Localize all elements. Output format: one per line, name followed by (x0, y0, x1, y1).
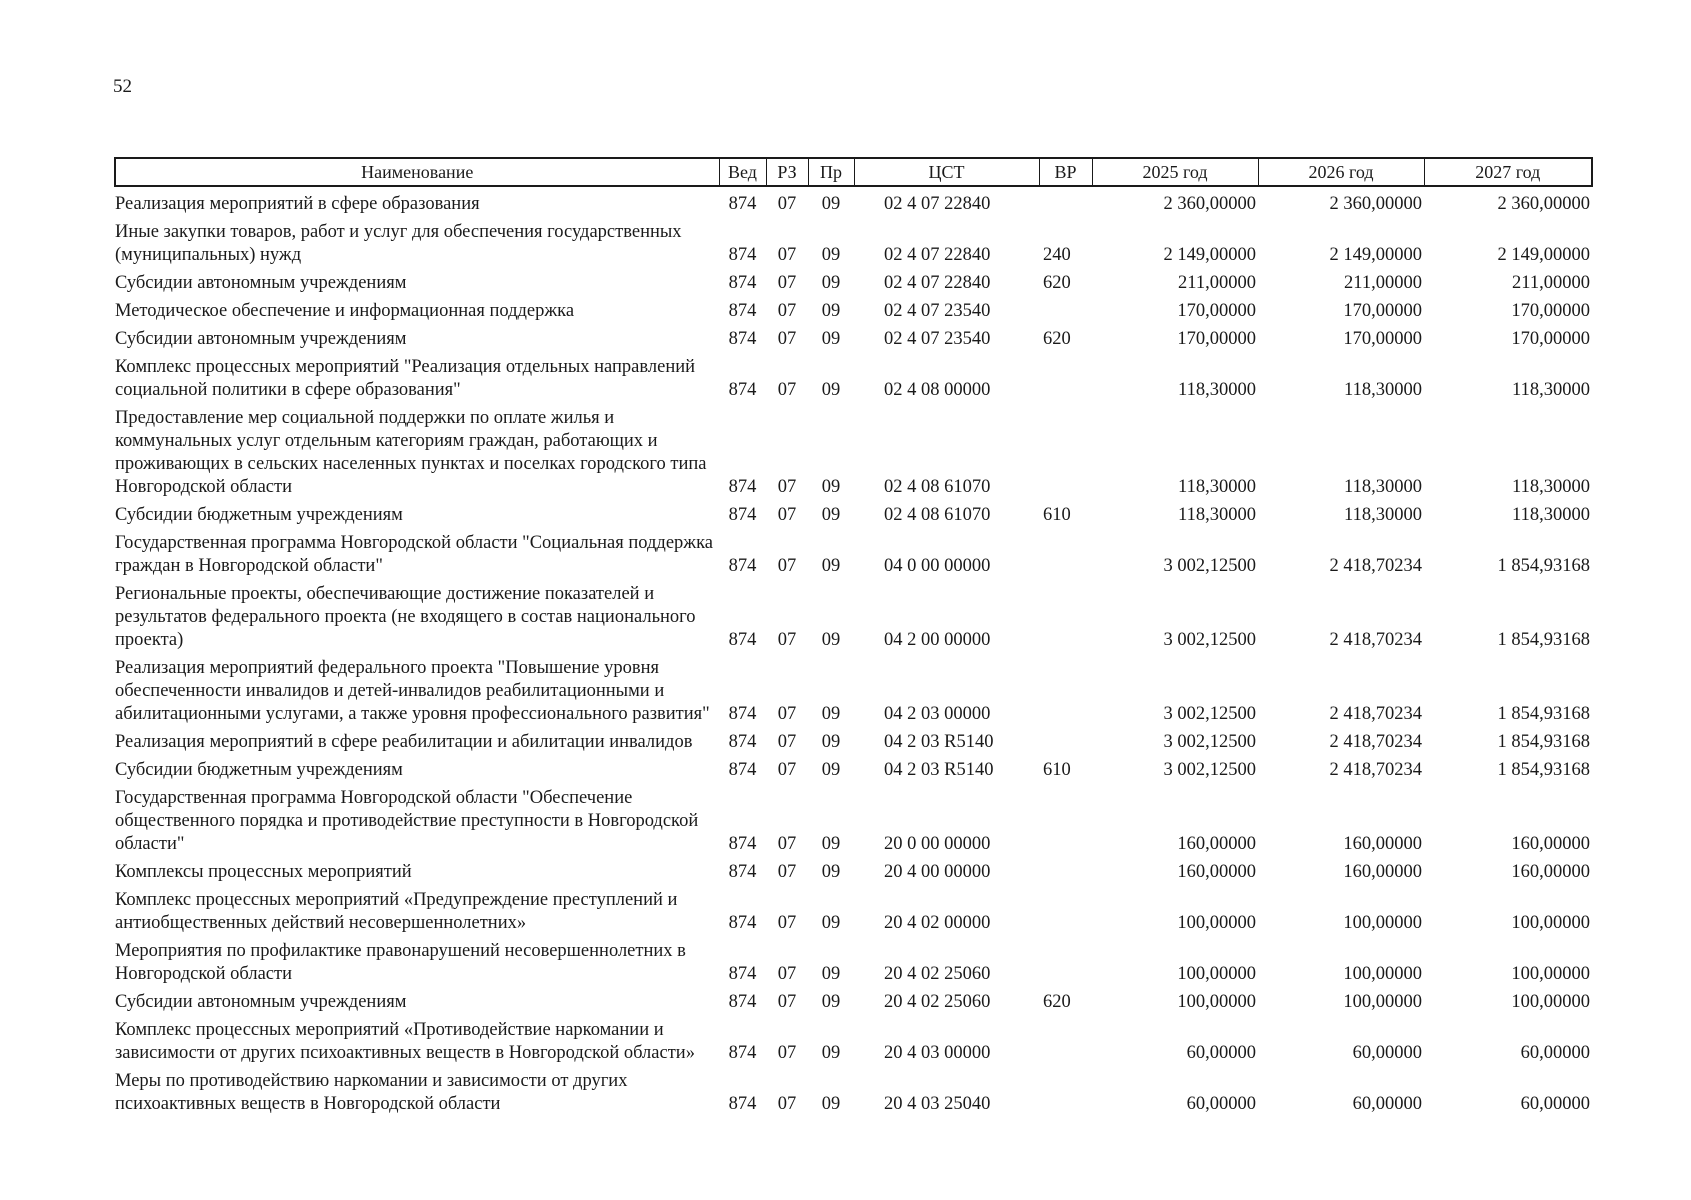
row-ved: 874 (728, 380, 757, 400)
row-name: Комплекс процессных мероприятий «Противодействие наркомании и зависимости от других психоактивных веществ в Новгородской области» (115, 1020, 695, 1063)
row-amount-2025: 160,00000 (1177, 834, 1256, 854)
row-ved: 874 (728, 273, 757, 293)
row-amount-2025: 3 002,12500 (1163, 732, 1256, 752)
budget-table (114, 157, 1593, 1118)
row-amount-2026: 2 418,70234 (1329, 704, 1422, 724)
row-amount-2026: 2 418,70234 (1329, 760, 1422, 780)
row-pr: 09 (821, 862, 841, 882)
row-amount-2027: 60,00000 (1520, 1094, 1590, 1114)
row-vr (1039, 529, 1092, 580)
row-cst: 20 4 03 25040 (884, 1094, 991, 1114)
row-name: Методическое обеспечение и информационная поддержка (115, 301, 575, 321)
row-pr: 09 (821, 245, 841, 265)
row-amount-2027: 170,00000 (1511, 301, 1590, 321)
row-amount-2025: 100,00000 (1177, 964, 1256, 984)
row-name: Субсидии бюджетным учреждениям (115, 760, 403, 780)
row-vr (1039, 1067, 1092, 1118)
row-pr: 09 (821, 477, 841, 497)
row-pr: 09 (821, 1043, 841, 1063)
row-amount-2027: 2 149,00000 (1497, 245, 1590, 265)
header-cst: ЦСТ (854, 158, 1039, 186)
row-vr (1039, 186, 1092, 218)
row-ved: 874 (728, 301, 757, 321)
row-amount-2027: 1 854,93168 (1497, 760, 1590, 780)
table-body (115, 186, 1592, 1118)
row-cst: 20 4 00 00000 (884, 862, 991, 882)
row-ved: 874 (728, 732, 757, 752)
row-pr: 09 (821, 301, 841, 321)
row-amount-2027: 1 854,93168 (1497, 704, 1590, 724)
header-2027: 2027 год (1424, 158, 1592, 186)
row-cst: 02 4 08 00000 (884, 380, 991, 400)
row-amount-2027: 118,30000 (1512, 505, 1590, 525)
row-amount-2025: 3 002,12500 (1163, 556, 1256, 576)
row-amount-2026: 2 418,70234 (1329, 732, 1422, 752)
table-row (115, 218, 1592, 269)
row-rz: 07 (777, 245, 797, 265)
row-amount-2027: 100,00000 (1511, 992, 1590, 1012)
row-pr: 09 (821, 1094, 841, 1114)
row-name: Государственная программа Новгородской области "Социальная поддержка граждан в Новгородской области" (115, 533, 713, 576)
row-ved: 874 (728, 760, 757, 780)
row-cst: 04 2 00 00000 (884, 630, 991, 650)
row-amount-2025: 100,00000 (1177, 992, 1256, 1012)
table-row (115, 501, 1592, 529)
row-ved: 874 (728, 194, 757, 214)
row-name: Государственная программа Новгородской области "Обеспечение общественного порядка и противодействие преступности в Новгородской области" (115, 788, 699, 854)
row-rz: 07 (777, 329, 797, 349)
table-row (115, 886, 1592, 937)
row-amount-2027: 100,00000 (1511, 964, 1590, 984)
row-amount-2025: 3 002,12500 (1163, 704, 1256, 724)
row-amount-2026: 118,30000 (1344, 477, 1422, 497)
row-rz: 07 (777, 834, 797, 854)
row-vr (1039, 858, 1092, 886)
header-rz: РЗ (766, 158, 808, 186)
row-amount-2026: 211,00000 (1344, 273, 1422, 293)
page-number: 52 (113, 76, 132, 97)
row-cst: 02 4 07 23540 (884, 329, 991, 349)
row-vr (1039, 937, 1092, 988)
table-row (115, 580, 1592, 654)
row-vr (1039, 353, 1092, 404)
row-amount-2027: 160,00000 (1511, 862, 1590, 882)
row-ved: 874 (728, 245, 757, 265)
row-amount-2025: 170,00000 (1177, 329, 1256, 349)
row-name: Субсидии бюджетным учреждениям (115, 505, 403, 525)
row-cst: 02 4 08 61070 (884, 505, 991, 525)
row-amount-2026: 60,00000 (1352, 1043, 1422, 1063)
row-amount-2025: 211,00000 (1178, 273, 1256, 293)
row-amount-2027: 211,00000 (1512, 273, 1590, 293)
row-amount-2026: 160,00000 (1343, 862, 1422, 882)
row-amount-2025: 3 002,12500 (1163, 630, 1256, 650)
row-pr: 09 (821, 273, 841, 293)
row-amount-2027: 1 854,93168 (1497, 732, 1590, 752)
row-amount-2025: 118,30000 (1178, 380, 1256, 400)
row-amount-2026: 118,30000 (1344, 505, 1422, 525)
row-amount-2025: 118,30000 (1178, 505, 1256, 525)
row-cst: 20 4 02 00000 (884, 913, 991, 933)
row-cst: 04 2 03 R5140 (884, 732, 994, 752)
row-cst: 20 4 03 00000 (884, 1043, 991, 1063)
row-amount-2026: 2 360,00000 (1329, 194, 1422, 214)
row-amount-2026: 2 149,00000 (1329, 245, 1422, 265)
row-amount-2025: 2 360,00000 (1163, 194, 1256, 214)
row-cst: 02 4 07 22840 (884, 194, 991, 214)
row-name: Комплекс процессных мероприятий "Реализация отдельных направлений социальной политики в сфере образования" (115, 357, 696, 400)
table-row (115, 937, 1592, 988)
row-ved: 874 (728, 704, 757, 724)
row-cst: 04 2 03 00000 (884, 704, 991, 724)
row-pr: 09 (821, 556, 841, 576)
row-name: Иные закупки товаров, работ и услуг для обеспечения государственных (муниципальных) нужд (115, 222, 682, 265)
row-pr: 09 (821, 834, 841, 854)
row-rz: 07 (777, 704, 797, 724)
row-rz: 07 (777, 732, 797, 752)
row-amount-2027: 118,30000 (1512, 477, 1590, 497)
row-rz: 07 (777, 505, 797, 525)
row-ved: 874 (728, 992, 757, 1012)
row-name: Региональные проекты, обеспечивающие достижение показателей и результатов федерального проекта (не входящего в состав национального проекта) (115, 584, 696, 650)
table-row (115, 353, 1592, 404)
row-vr (1039, 784, 1092, 858)
row-vr: 610 (1043, 760, 1071, 780)
row-rz: 07 (777, 1043, 797, 1063)
row-vr: 620 (1043, 273, 1071, 293)
row-pr: 09 (821, 704, 841, 724)
row-amount-2025: 170,00000 (1177, 301, 1256, 321)
table-header (115, 158, 1592, 186)
row-cst: 04 2 03 R5140 (884, 760, 994, 780)
table-row (115, 297, 1592, 325)
row-amount-2025: 3 002,12500 (1163, 760, 1256, 780)
row-amount-2027: 2 360,00000 (1497, 194, 1590, 214)
row-vr (1039, 580, 1092, 654)
row-name: Реализация мероприятий в сфере реабилитации и абилитации инвалидов (115, 732, 693, 752)
row-amount-2026: 2 418,70234 (1329, 630, 1422, 650)
row-amount-2027: 1 854,93168 (1497, 556, 1590, 576)
row-vr: 620 (1043, 992, 1071, 1012)
row-vr: 620 (1043, 329, 1071, 349)
row-rz: 07 (777, 1094, 797, 1114)
row-amount-2025: 160,00000 (1177, 862, 1256, 882)
row-vr (1039, 654, 1092, 728)
row-amount-2026: 60,00000 (1352, 1094, 1422, 1114)
header-vr: ВР (1039, 158, 1092, 186)
header-ved: Вед (719, 158, 766, 186)
row-cst: 02 4 07 23540 (884, 301, 991, 321)
header-row (115, 158, 1592, 186)
row-amount-2027: 118,30000 (1512, 380, 1590, 400)
row-cst: 02 4 07 22840 (884, 273, 991, 293)
row-amount-2027: 160,00000 (1511, 834, 1590, 854)
row-vr (1039, 297, 1092, 325)
row-pr: 09 (821, 380, 841, 400)
table-row (115, 756, 1592, 784)
row-amount-2026: 118,30000 (1344, 380, 1422, 400)
header-pr: Пр (808, 158, 854, 186)
row-rz: 07 (777, 301, 797, 321)
row-vr (1039, 728, 1092, 756)
row-ved: 874 (728, 556, 757, 576)
header-2026: 2026 год (1258, 158, 1424, 186)
row-amount-2025: 100,00000 (1177, 913, 1256, 933)
row-amount-2026: 2 418,70234 (1329, 556, 1422, 576)
row-cst: 02 4 08 61070 (884, 477, 991, 497)
row-amount-2025: 60,00000 (1186, 1094, 1256, 1114)
row-vr: 610 (1043, 505, 1071, 525)
row-amount-2026: 100,00000 (1343, 992, 1422, 1012)
row-rz: 07 (777, 556, 797, 576)
row-rz: 07 (777, 630, 797, 650)
row-ved: 874 (728, 834, 757, 854)
row-pr: 09 (821, 732, 841, 752)
table-row (115, 404, 1592, 501)
row-amount-2027: 60,00000 (1520, 1043, 1590, 1063)
row-amount-2027: 170,00000 (1511, 329, 1590, 349)
table-row (115, 988, 1592, 1016)
row-vr (1039, 1016, 1092, 1067)
table-row (115, 325, 1592, 353)
row-amount-2026: 100,00000 (1343, 964, 1422, 984)
row-rz: 07 (777, 273, 797, 293)
table-row (115, 654, 1592, 728)
row-vr: 240 (1043, 245, 1071, 265)
row-ved: 874 (728, 505, 757, 525)
row-rz: 07 (777, 862, 797, 882)
row-amount-2026: 170,00000 (1343, 301, 1422, 321)
row-name: Комплекс процессных мероприятий «Предупреждение преступлений и антиобщественных действий несовершеннолетних» (115, 890, 678, 933)
row-cst: 20 4 02 25060 (884, 992, 991, 1012)
row-ved: 874 (728, 913, 757, 933)
row-name: Реализация мероприятий в сфере образования (115, 194, 480, 214)
row-pr: 09 (821, 505, 841, 525)
table-row (115, 728, 1592, 756)
row-vr (1039, 404, 1092, 501)
row-pr: 09 (821, 329, 841, 349)
row-rz: 07 (777, 992, 797, 1012)
table-row (115, 784, 1592, 858)
row-name: Мероприятия по профилактике правонарушений несовершеннолетних в Новгородской области (115, 941, 686, 984)
header-2025: 2025 год (1092, 158, 1258, 186)
row-cst: 20 4 02 25060 (884, 964, 991, 984)
row-pr: 09 (821, 964, 841, 984)
row-amount-2026: 160,00000 (1343, 834, 1422, 854)
row-name: Реализация мероприятий федерального проекта "Повышение уровня обеспеченности инвалидов и детей-инвалидов реабилитационными и абилитационными услугами, а также уровня профессионального развития" (115, 658, 710, 724)
row-amount-2026: 100,00000 (1343, 913, 1422, 933)
row-ved: 874 (728, 630, 757, 650)
row-cst: 02 4 07 22840 (884, 245, 991, 265)
row-rz: 07 (777, 913, 797, 933)
row-ved: 874 (728, 1043, 757, 1063)
row-ved: 874 (728, 329, 757, 349)
row-amount-2025: 60,00000 (1186, 1043, 1256, 1063)
row-vr (1039, 886, 1092, 937)
row-cst: 04 0 00 00000 (884, 556, 991, 576)
row-amount-2027: 1 854,93168 (1497, 630, 1590, 650)
table-row (115, 1067, 1592, 1118)
row-pr: 09 (821, 913, 841, 933)
table-row (115, 186, 1592, 218)
row-amount-2027: 100,00000 (1511, 913, 1590, 933)
row-ved: 874 (728, 964, 757, 984)
row-name: Субсидии автономным учреждениям (115, 992, 407, 1012)
row-cst: 20 0 00 00000 (884, 834, 991, 854)
row-rz: 07 (777, 760, 797, 780)
row-name: Меры по противодействию наркомании и зависимости от других психоактивных веществ в Новгородской области (115, 1071, 628, 1114)
row-name: Субсидии автономным учреждениям (115, 273, 407, 293)
row-rz: 07 (777, 194, 797, 214)
row-ved: 874 (728, 862, 757, 882)
row-pr: 09 (821, 194, 841, 214)
row-rz: 07 (777, 477, 797, 497)
row-ved: 874 (728, 1094, 757, 1114)
table-row (115, 1016, 1592, 1067)
row-amount-2026: 170,00000 (1343, 329, 1422, 349)
row-amount-2025: 118,30000 (1178, 477, 1256, 497)
row-pr: 09 (821, 760, 841, 780)
row-pr: 09 (821, 630, 841, 650)
row-name: Предоставление мер социальной поддержки по оплате жилья и коммунальных услуг отдельным категориям граждан, работающих и проживающих в сельских населенных пунктах и поселках городского типа Новгородской области (115, 408, 707, 497)
table-row (115, 529, 1592, 580)
table-row (115, 858, 1592, 886)
row-ved: 874 (728, 477, 757, 497)
row-name: Комплексы процессных мероприятий (115, 862, 412, 882)
row-pr: 09 (821, 992, 841, 1012)
row-name: Субсидии автономным учреждениям (115, 329, 407, 349)
row-amount-2025: 2 149,00000 (1163, 245, 1256, 265)
table-row (115, 269, 1592, 297)
row-rz: 07 (777, 380, 797, 400)
header-name: Наименование (115, 158, 719, 186)
row-rz: 07 (777, 964, 797, 984)
